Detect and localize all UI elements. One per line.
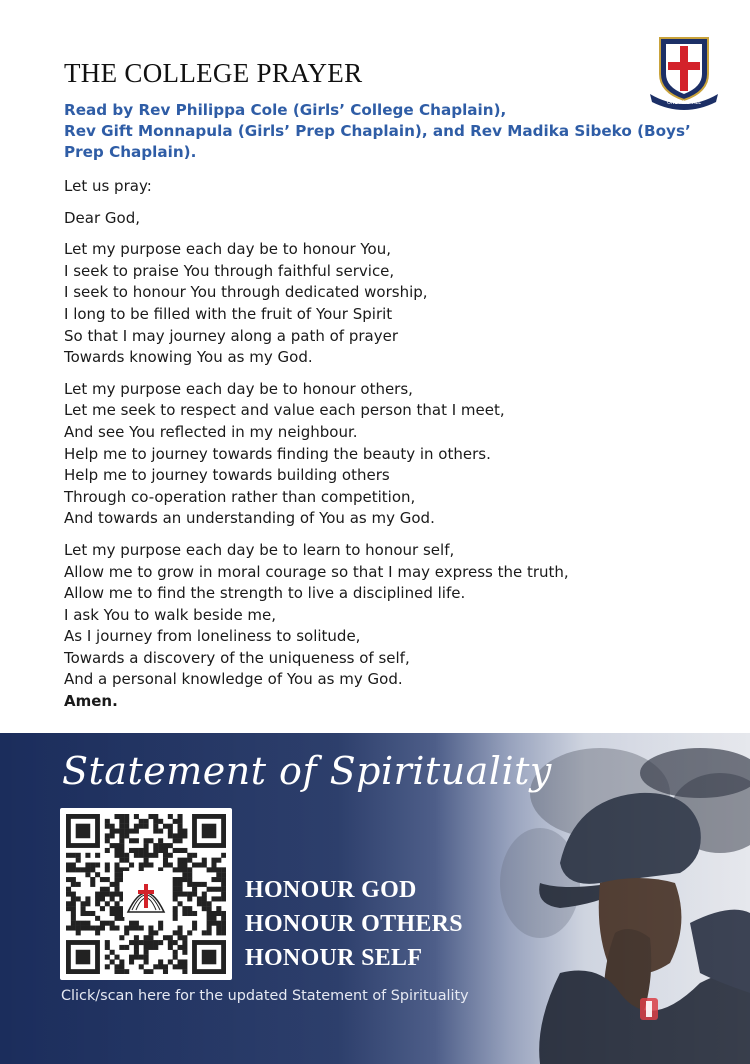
prayer-line: As I journey from loneliness to solitude, — [64, 627, 361, 646]
prayer-line: Allow me to find the strength to live a disciplined life. — [64, 584, 466, 603]
prayer-stanza-3 — [64, 540, 704, 713]
svg-text:ONE AND ALL: ONE AND ALL — [666, 100, 702, 106]
prayer-line: So that I may journey along a path of prayer — [64, 326, 399, 345]
motto-line: HONOUR OTHERS — [245, 911, 463, 937]
prayer-line: Towards knowing You as my God. — [64, 348, 313, 367]
prayer-line: And see You reflected in my neighbour. — [64, 422, 358, 441]
honour-mottos — [245, 873, 463, 975]
prayer-line: Through co-operation rather than competition, — [64, 487, 416, 506]
prayer-text — [64, 176, 704, 723]
prayer-line: And a personal knowledge of You as my God. — [64, 670, 403, 689]
prayer-salutation: Dear God, — [64, 208, 140, 227]
prayer-line: I seek to praise You through faithful service, — [64, 261, 395, 280]
page-title: THE COLLEGE PRAYER — [64, 58, 363, 88]
read-by-line: Rev Gift Monnapula (Girls’ Prep Chaplain), and Rev Madika Sibeko (Boys’ — [64, 122, 691, 140]
prayer-stanza-2 — [64, 379, 704, 530]
motto-line: HONOUR GOD — [245, 877, 417, 903]
prayer-line: I long to be filled with the fruit of Your Spirit — [64, 304, 393, 323]
prayer-line: Towards a discovery of the uniqueness of self, — [64, 648, 410, 667]
school-crest-logo — [648, 34, 720, 110]
prayer-line: Help me to journey towards finding the beauty in others. — [64, 444, 491, 463]
prayer-stanza-1 — [64, 239, 704, 369]
prayer-line: Let me seek to respect and value each person that I meet, — [64, 401, 505, 420]
qr-code-graphic — [66, 814, 226, 974]
motto-line: HONOUR SELF — [245, 945, 423, 971]
scan-link[interactable]: Click/scan here for the updated Statement of Spirituality — [61, 988, 469, 1004]
prayer-intro: Let us pray: — [64, 177, 152, 195]
qr-code[interactable] — [60, 808, 232, 980]
prayer-line: Let my purpose each day be to learn to honour self, — [64, 540, 455, 559]
prayer-line: I seek to honour You through dedicated worship, — [64, 283, 428, 302]
read-by-credits — [64, 100, 704, 163]
prayer-line: Allow me to grow in moral courage so that I may express the truth, — [64, 562, 569, 581]
read-by-line: Prep Chaplain). — [64, 143, 197, 161]
prayer-line: And towards an understanding of You as my God. — [64, 509, 435, 528]
prayer-line: Let my purpose each day be to honour You, — [64, 240, 392, 259]
read-by-line: Read by Rev Philippa Cole (Girls’ College Chaplain), — [64, 101, 507, 119]
prayer-line: I ask You to walk beside me, — [64, 605, 277, 624]
prayer-line: Let my purpose each day be to honour others, — [64, 379, 413, 398]
prayer-line: Help me to journey towards building others — [64, 466, 390, 485]
statement-heading: Statement of Spirituality — [62, 749, 552, 793]
prayer-amen: Amen. — [64, 692, 118, 711]
spirituality-banner[interactable] — [0, 733, 750, 1064]
